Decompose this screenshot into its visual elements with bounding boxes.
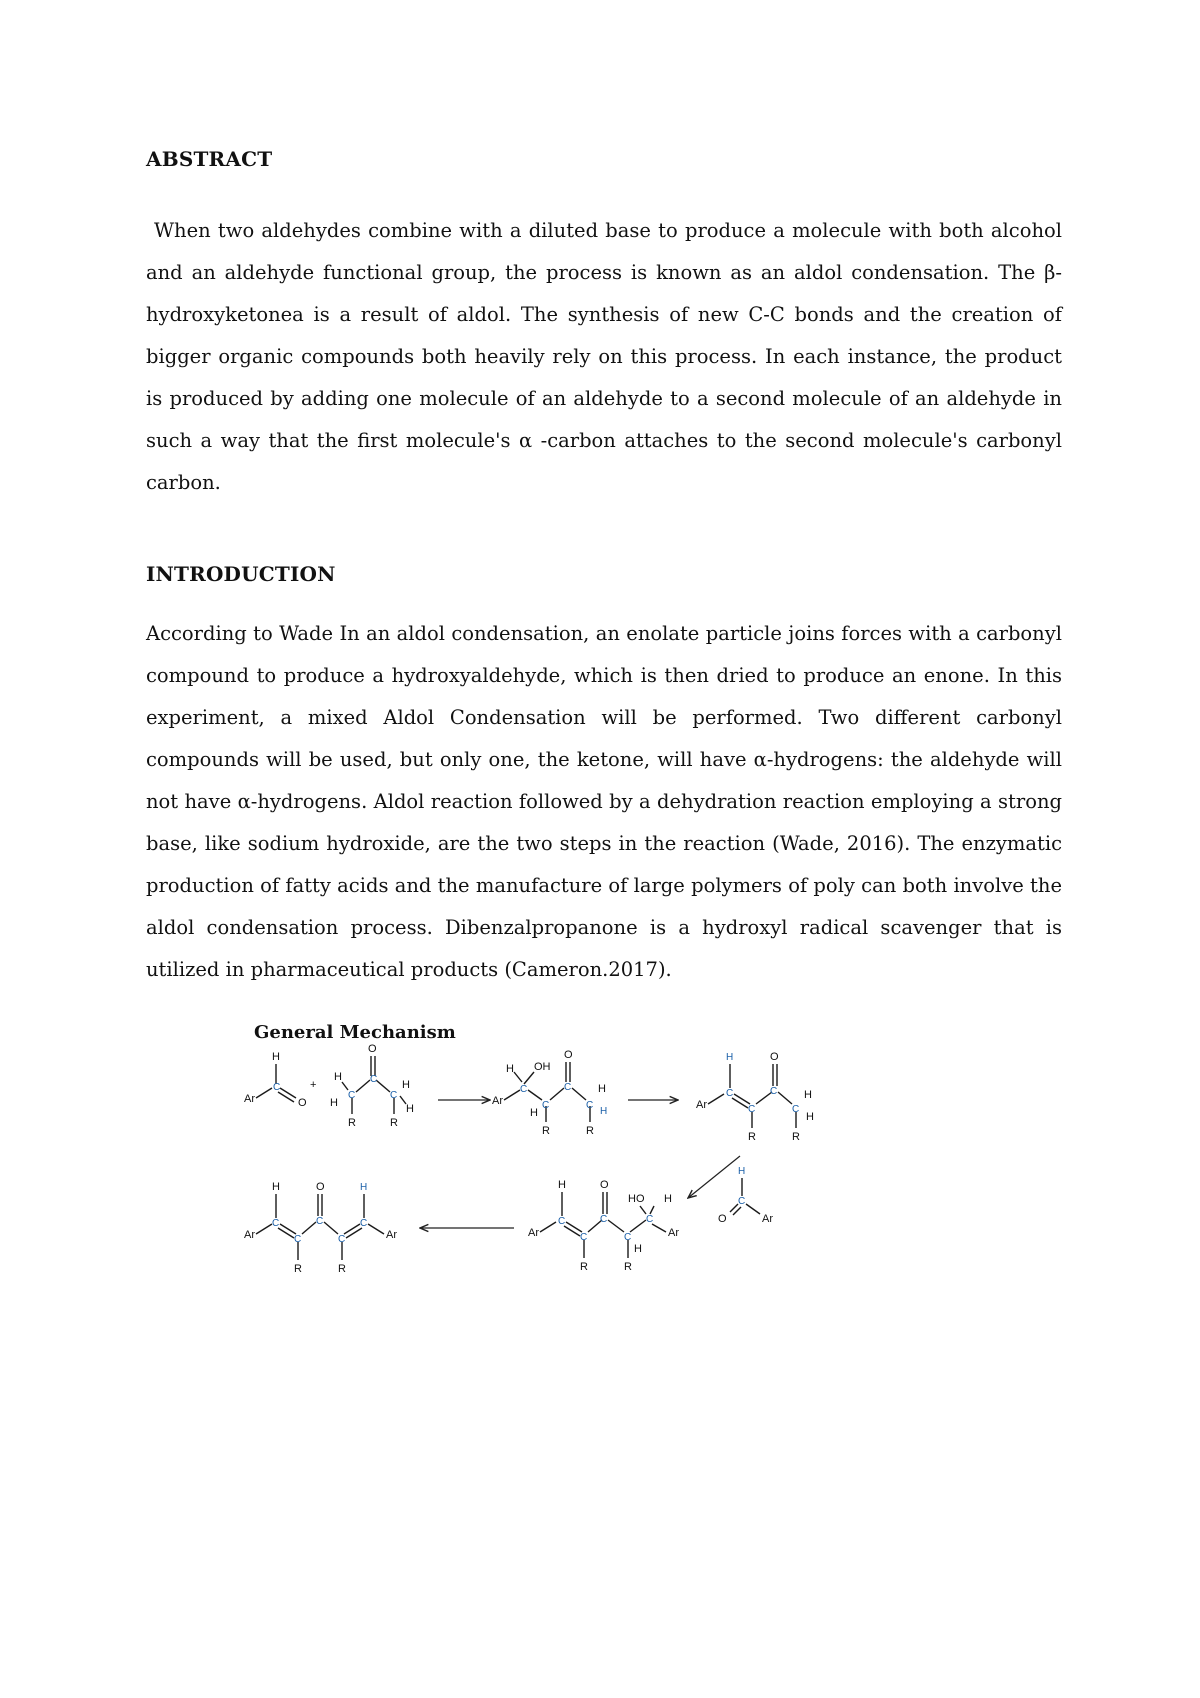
aryl-label: Ar [696, 1099, 707, 1111]
carbon-label: C [792, 1104, 800, 1115]
enone-intermediate [696, 1051, 814, 1143]
r-group-label: R [390, 1117, 398, 1129]
plus-sign: + [310, 1079, 317, 1091]
introduction-paragraph [146, 613, 1062, 991]
carbon-label: C [360, 1218, 368, 1229]
carbon-label: C [558, 1216, 566, 1227]
r-group-label: R [748, 1131, 756, 1143]
oxygen-label: O [368, 1043, 377, 1055]
hydrogen-label: H [272, 1051, 280, 1063]
oxygen-label: O [718, 1213, 727, 1225]
aryl-label: Ar [244, 1093, 255, 1105]
carbon-label: C [338, 1234, 346, 1245]
second-aldol-adduct [528, 1179, 679, 1273]
figure-title: General Mechanism [254, 1022, 456, 1043]
carbon-label: C [390, 1090, 398, 1101]
carbon-label: C [316, 1216, 324, 1227]
r-group-label: R [348, 1117, 356, 1129]
second-aldehyde [718, 1166, 773, 1225]
carbon-label: C [272, 1218, 280, 1229]
carbon-label: C [738, 1196, 746, 1207]
r-group-label: R [580, 1261, 588, 1273]
hydrogen-label: H [530, 1107, 538, 1119]
r-group-label: R [792, 1131, 800, 1143]
hydrogen-label: H [402, 1079, 410, 1091]
hydroxyl-label: HO [628, 1193, 645, 1205]
r-group-label: R [624, 1261, 632, 1273]
carbon-label: C [586, 1100, 594, 1111]
r-group-label: R [542, 1125, 550, 1137]
carbon-label: C [294, 1234, 302, 1245]
mechanism-diagram [244, 1020, 924, 1300]
aryl-label: Ar [528, 1227, 539, 1239]
final-product [244, 1181, 397, 1275]
hydrogen-label: H [506, 1063, 514, 1075]
oxygen-label: O [600, 1179, 609, 1191]
carbon-label: C [520, 1084, 528, 1095]
r-group-label: R [586, 1125, 594, 1137]
aldehyde-molecule [244, 1051, 316, 1109]
hydrogen-label: H [360, 1182, 368, 1193]
hydrogen-label: H [738, 1166, 746, 1177]
hydrogen-label: H [406, 1103, 414, 1115]
aryl-label: Ar [244, 1229, 255, 1241]
carbon-label: C [748, 1104, 756, 1115]
carbon-label: C [348, 1090, 356, 1101]
carbon-label: C [564, 1082, 572, 1093]
carbon-label: C [646, 1214, 654, 1225]
carbon-label: C [580, 1232, 588, 1243]
r-group-label: R [294, 1263, 302, 1275]
hydrogen-label: H [726, 1052, 734, 1063]
abstract-heading: ABSTRACT [146, 147, 273, 171]
hydrogen-label: H [634, 1243, 642, 1255]
oxygen-label: O [316, 1181, 325, 1193]
carbon-label: C [542, 1100, 550, 1111]
carbon-label: C [624, 1232, 632, 1243]
hydrogen-label: H [330, 1097, 338, 1109]
carbon-label: C [770, 1086, 778, 1097]
hydrogen-label: H [272, 1181, 280, 1193]
carbon-label: C [273, 1082, 281, 1093]
hydrogen-label: H [334, 1071, 342, 1083]
abstract-paragraph [146, 210, 1062, 504]
ketone-molecule [330, 1043, 414, 1129]
carbon-label: C [726, 1088, 734, 1099]
oxygen-label: O [564, 1049, 573, 1061]
carbon-label: C [370, 1074, 378, 1085]
hydrogen-label: H [664, 1193, 672, 1205]
hydrogen-label: H [600, 1106, 608, 1117]
aldol-adduct [492, 1049, 607, 1137]
introduction-heading: INTRODUCTION [146, 562, 336, 586]
aryl-label: Ar [762, 1213, 773, 1225]
hydroxyl-label: OH [534, 1061, 551, 1073]
hydrogen-label: H [804, 1089, 812, 1101]
oxygen-label: O [298, 1097, 307, 1109]
introduction-text: According to Wade In an aldol condensation, an enolate particle joins forces with a carbonyl compound to produce a hydroxyaldehyde, which is then dried to produce an enone. In this experiment, a mixed Aldol Condensation will be performed. Two different carbonyl compounds will be used, but only one, the ketone, will have α-hydrogens: the aldehyde will not have α-hydrogens. Aldol reaction followed by a dehydration reaction employing a strong base, like sodium hydroxide, are the two steps in the reaction (Wade, 2016). The enzymatic production of fatty acids and the manufacture of large polymers of poly can both involve the aldol condensation process. Dibenzalpropanone is a hydroxyl radical scavenger that is utilized in pharmaceutical products (Cameron.2017). [146, 622, 1062, 981]
hydrogen-label: H [598, 1083, 606, 1095]
oxygen-label: O [770, 1051, 779, 1063]
r-group-label: R [338, 1263, 346, 1275]
carbon-label: C [600, 1214, 608, 1225]
hydrogen-label: H [806, 1111, 814, 1123]
hydrogen-label: H [558, 1179, 566, 1191]
aryl-label: Ar [668, 1227, 679, 1239]
abstract-text: When two aldehydes combine with a diluted base to produce a molecule with both alcohol and an aldehyde functional group, the process is known as an aldol condensation. The β-hydroxyketonea is a result of aldol. The synthesis of new C-C bonds and the creation of bigger organic compounds both heavily rely on this process. In each instance, the product is produced by adding one molecule of an aldehyde to a second molecule of an aldehyde in such a way that the first molecule's α -carbon attaches to the second molecule's carbonyl carbon. [146, 219, 1062, 494]
reaction-arrow [688, 1156, 740, 1198]
aryl-label: Ar [492, 1095, 503, 1107]
aryl-label: Ar [386, 1229, 397, 1241]
